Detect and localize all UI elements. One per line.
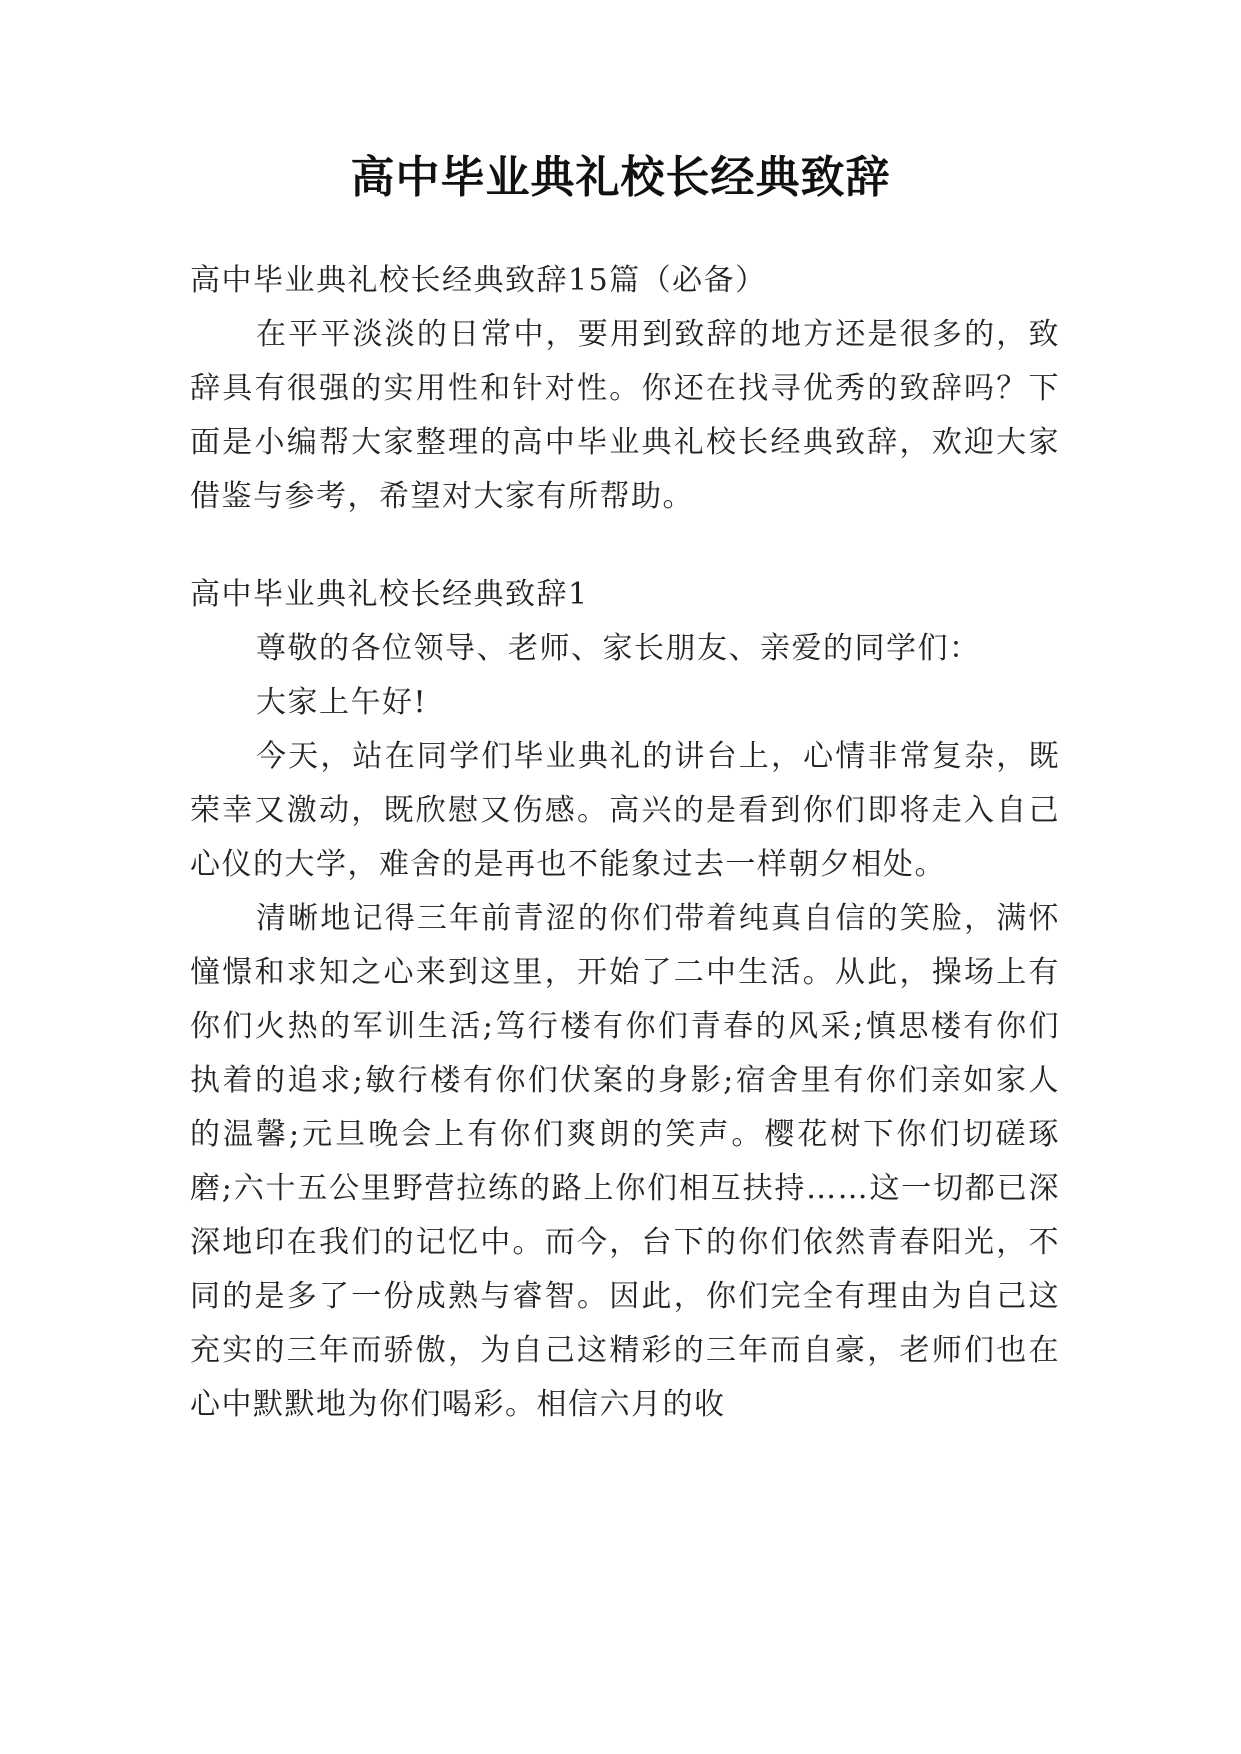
body-paragraph-2: 清晰地记得三年前青涩的你们带着纯真自信的笑脸，满怀憧憬和求知之心来到这里，开始了二中生活。从此，操场上有你们火热的军训生活;笃行楼有你们青春的风采;慎思楼有你们执着的追求;敏行楼有你们伏案的身影;宿舍里有你们亲如家人的温馨;元旦晚会上有你们爽朗的笑声。樱花树下你们切磋琢磨;六十五公里野营拉练的路上你们相互扶持……这一切都已深深地印在我们的记忆中。而今，台下的你们依然青春阳光，不同的是多了一份成熟与睿智。因此，你们完全有理由为自己这充实的三年而骄傲，为自己这精彩的三年而自豪，老师们也在心中默默地为你们喝彩。相信六月的收 — [190, 901, 1060, 1422]
document-title: 高中毕业典礼校长经典致辞 — [350, 152, 891, 203]
salutation: 尊敬的各位领导、老师、家长朋友、亲爱的同学们： — [256, 631, 981, 666]
greeting: 大家上午好! — [256, 685, 428, 720]
document-subtitle: 高中毕业典礼校长经典致辞15篇（必备） — [190, 263, 767, 298]
body-paragraph-1: 今天，站在同学们毕业典礼的讲台上，心情非常复杂，既荣幸又激动，既欣慰又伤感。高兴的是看到你们即将走入自己心仪的大学，难舍的是再也不能象过去一样朝夕相处。 — [190, 739, 1060, 882]
section-heading: 高中毕业典礼校长经典致辞1 — [190, 577, 589, 612]
intro-paragraph: 在平平淡淡的日常中，要用到致辞的地方还是很多的，致辞具有很强的实用性和针对性。你还在找寻优秀的致辞吗？下面是小编帮大家整理的高中毕业典礼校长经典致辞，欢迎大家借鉴与参考，希望对大家有所帮助。 — [190, 317, 1060, 514]
